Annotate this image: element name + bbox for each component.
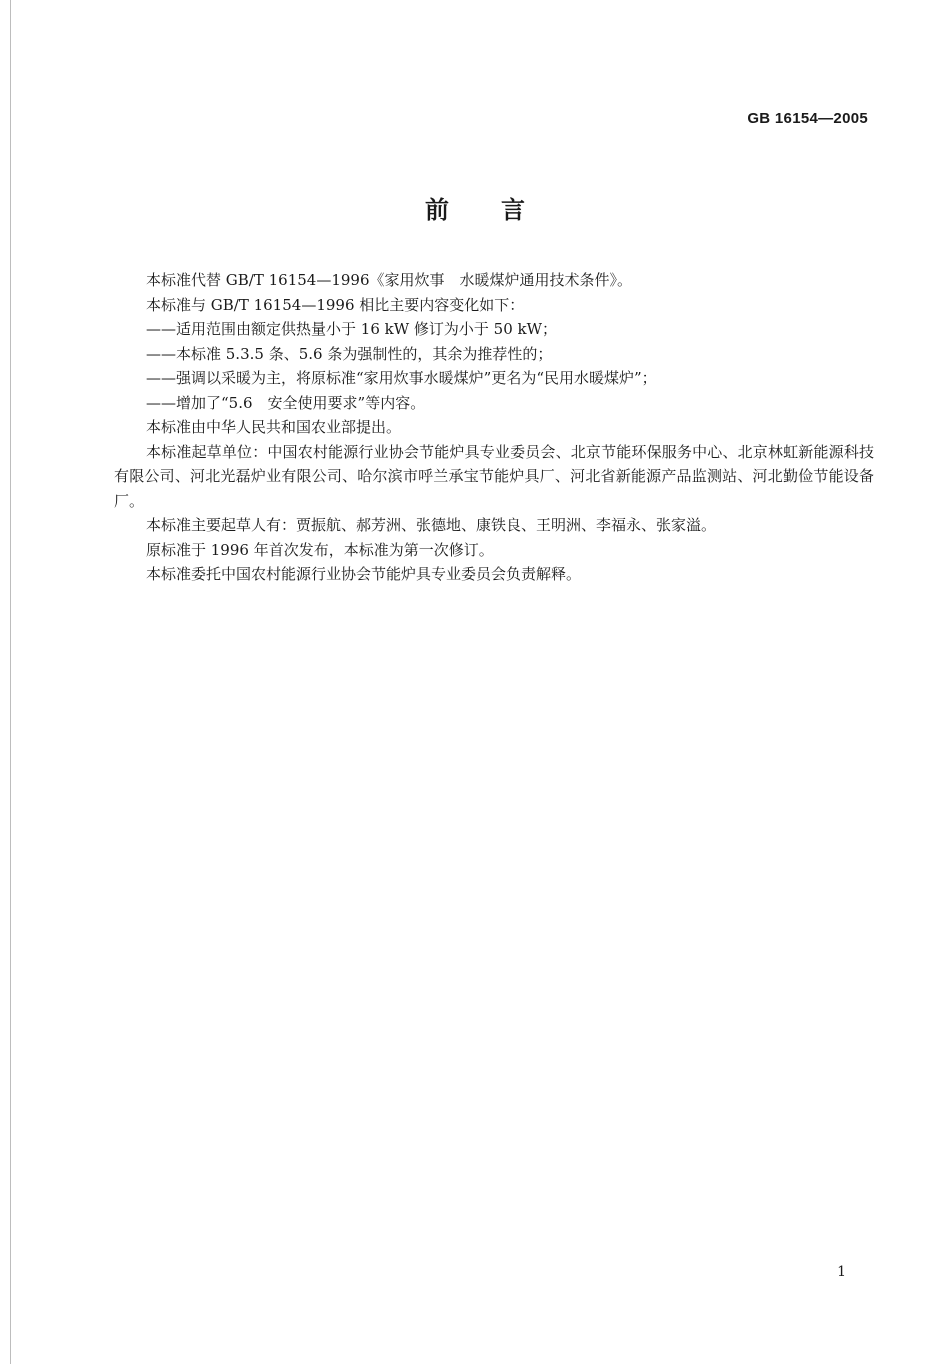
- change-item-scope: ——适用范围由额定供热量小于 16 kW 修订为小于 50 kW；: [146, 320, 558, 338]
- title-char-2: 言: [501, 196, 525, 224]
- page-number: 1: [837, 1264, 846, 1280]
- paragraph-replaces: 本标准代替 GB/T 16154—1996《家用炊事 水暖煤炉通用技术条件》。: [146, 271, 632, 289]
- change-item-rename: ——强调以采暖为主，将原标准“家用炊事水暖煤炉”更名为“民用水暖煤炉”；: [146, 369, 657, 387]
- paragraph-changes-intro: 本标准与 GB/T 16154—1996 相比主要内容变化如下：: [146, 295, 525, 314]
- paragraph-drafters: 本标准主要起草人有：贾振航、郝芳洲、张德地、康铁良、王明洲、李福永、张家溢。: [146, 516, 717, 534]
- page-title: [0, 190, 950, 225]
- standard-number: GB 16154—2005: [747, 110, 868, 127]
- title-char-1: 前: [425, 196, 449, 224]
- change-item-safety: ——增加了“5.6 安全使用要求”等内容。: [146, 393, 426, 412]
- paragraph-history: 原标准于 1996 年首次发布，本标准为第一次修订。: [146, 540, 494, 559]
- change-item-mandatory: ——本标准 5.3.5 条、5.6 条为强制性的，其余为推荐性的；: [146, 344, 553, 363]
- paragraph-interpretation: 本标准委托中国农村能源行业协会节能炉具专业委员会负责解释。: [146, 565, 582, 583]
- foreword-body: [114, 268, 874, 587]
- paragraph-proposer: 本标准由中华人民共和国农业部提出。: [146, 418, 402, 436]
- paragraph-drafting-units: 本标准起草单位：中国农村能源行业协会节能炉具专业委员会、北京节能环保服务中心、北京林虹新能源科技有限公司、河北光磊炉业有限公司、哈尔滨市呼兰承宝节能炉具厂、河北省新能源产品监测站、河北勤俭节能设备厂。: [114, 442, 874, 510]
